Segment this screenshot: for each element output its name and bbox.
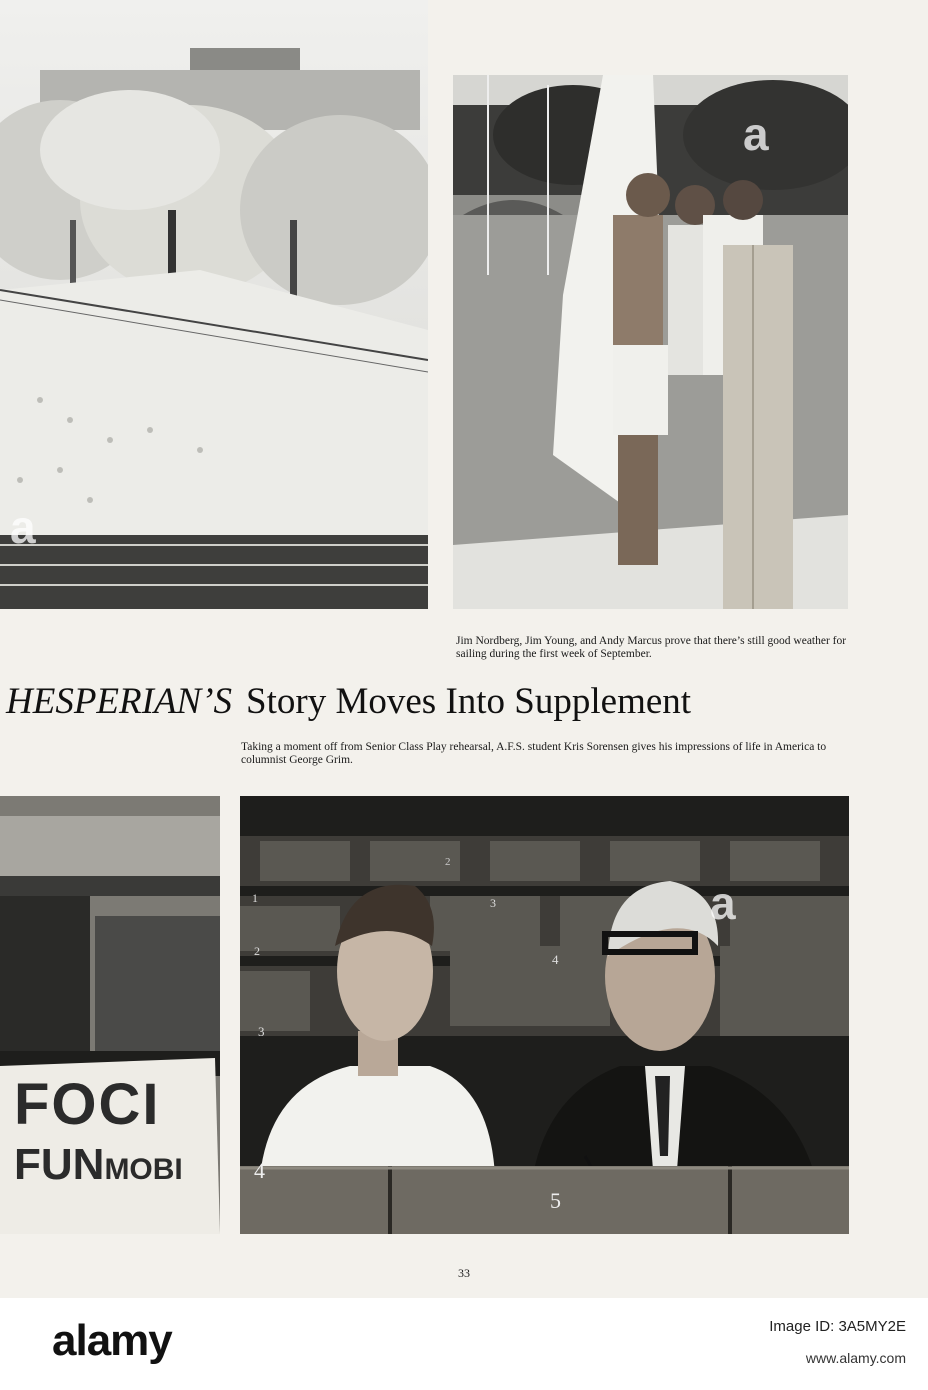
caption-interview: Taking a moment off from Senior Class Play rehearsal, A.F.S. student Kris Sorensen gives his impressions of life in America to columnist George Grim. [241, 741, 827, 766]
seat-number: 3 [258, 1024, 265, 1039]
stock-footer [0, 1298, 928, 1390]
page-number: 33 [458, 1266, 470, 1280]
watermark: a [710, 877, 735, 929]
watermark: a [743, 108, 768, 160]
headline-subtitle: Story Moves Into Supplement [246, 681, 692, 722]
seat-number: 2 [254, 944, 260, 958]
seat-number: 5 [550, 1188, 561, 1213]
photo-interview [240, 796, 849, 1234]
photo-snowy-field [0, 0, 428, 609]
sign-line1: FOCI [14, 1072, 161, 1137]
seat-number: 4 [552, 952, 559, 967]
watermark: a [10, 501, 35, 553]
seat-number: 2 [445, 856, 451, 868]
seat-number: 3 [490, 896, 496, 910]
image-id: Image ID: 3A5MY2E [769, 1318, 906, 1335]
footer-url: www.alamy.com [805, 1350, 906, 1366]
caption-sailing: Jim Nordberg, Jim Young, and Andy Marcus prove that there’s still good weather for sailing during the first week of September. [456, 635, 847, 660]
sign-line2: FUN [14, 1140, 105, 1189]
sign-line2-small: MOBI [104, 1153, 183, 1186]
headline [6, 680, 921, 724]
seat-number: 1 [252, 891, 258, 905]
alamy-logo: alamy [52, 1316, 172, 1365]
photo-sign [0, 796, 220, 1234]
headline-title: HESPERIAN’S [6, 681, 233, 722]
seat-number: 4 [254, 1158, 265, 1183]
photo-sailing [453, 75, 848, 609]
